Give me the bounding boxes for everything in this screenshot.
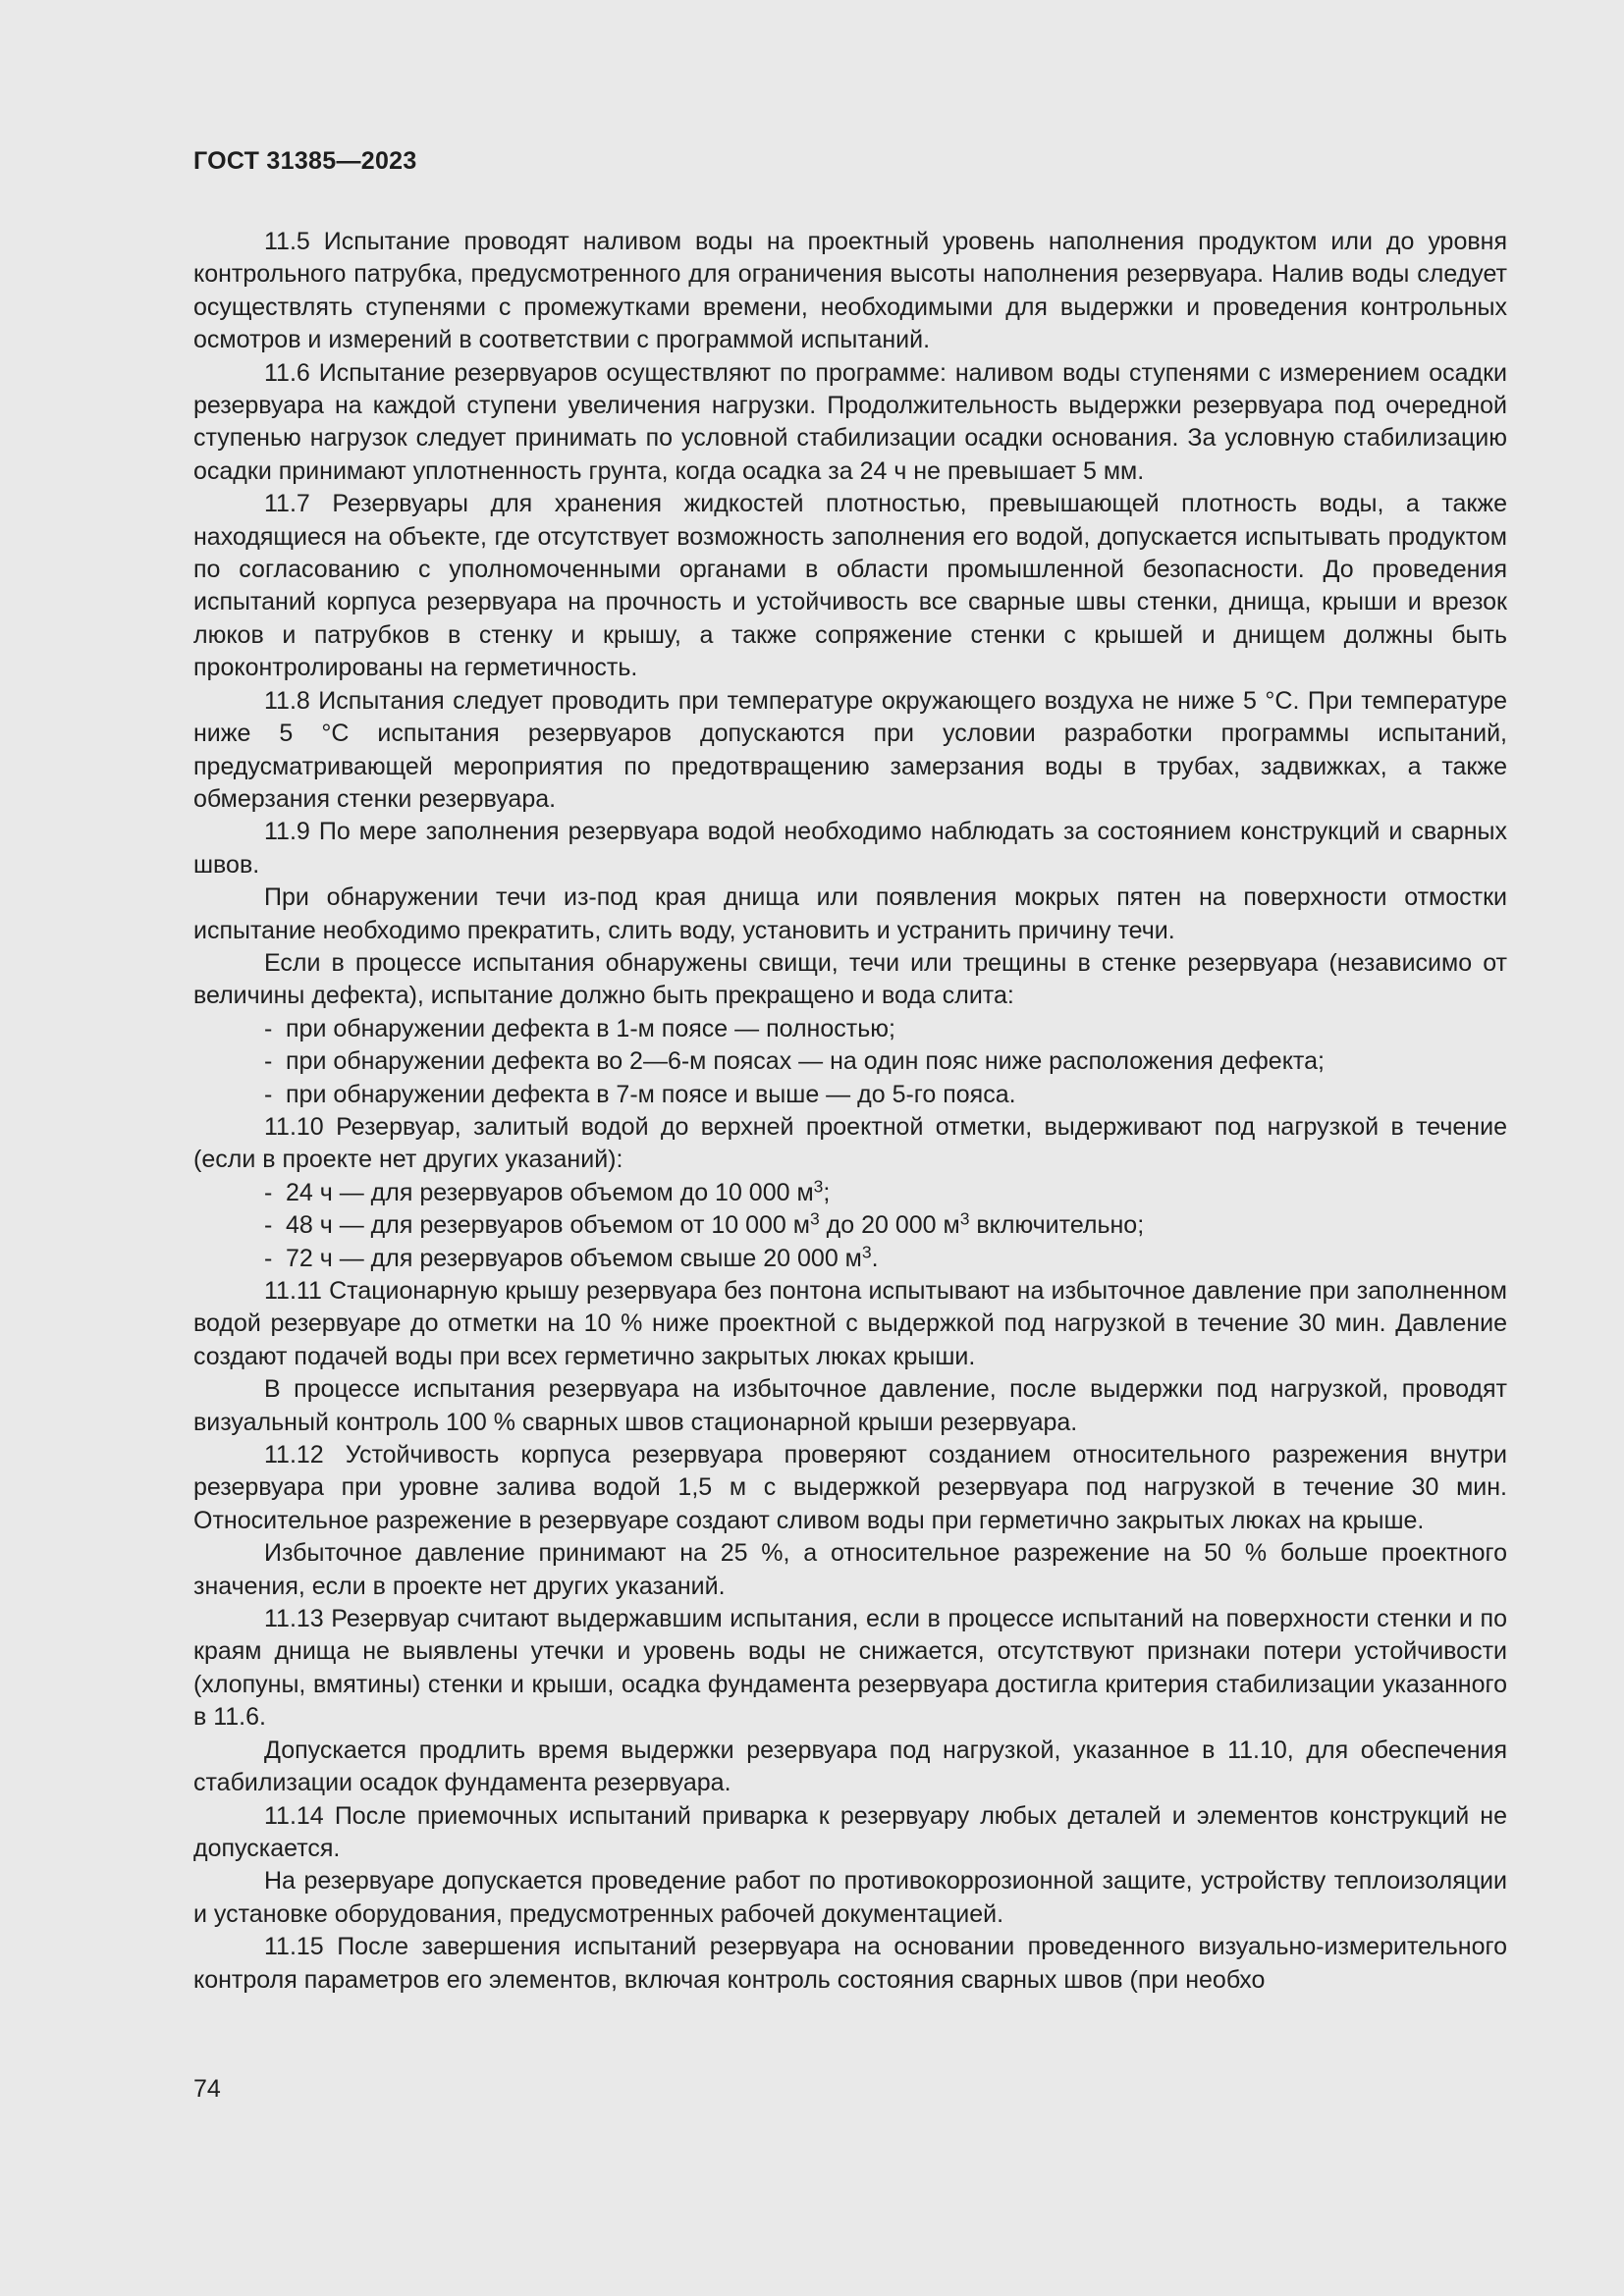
page-number: 74: [193, 2075, 221, 2103]
paragraph-11-7: 11.7 Резервуары для хранения жидкостей плотностью, превышающей плотность воды, а также находящиеся на объекте, где отсутствует возможность заполнения его водой, допускается испытывать продуктом по согласованию с уполномоченными органами в области промышленной безопасности. До проведения испытаний корпуса резервуара на прочность и устойчивость все сварные швы стенки, днища, крыши и врезок люков и патрубков в стенку и крышу, а также сопряжение стенки с крышей и днищем должны быть проконтролированы на герметичность.: [193, 490, 1507, 682]
hold-time-list: [193, 1177, 1507, 1275]
paragraph-11-15: 11.15 После завершения испытаний резервуара на основании проведенного визуально-измерительного контроля параметров его элементов, включая контроль состояния сварных швов (при необхо: [193, 1933, 1507, 1994]
list-marker: -: [264, 1178, 273, 1206]
paragraph-11-6: 11.6 Испытание резервуаров осуществляют по программе: наливом воды ступенями с измерением осадки резервуара на каждой ступени увеличения нагрузки. Продолжительность выдержки резервуара под очередной ступенью нагрузок следует принимать по условной стабилизации осадки основания. За условную стабилизацию осадки принимают уплотненность грунта, когда осадка за 24 ч не превышает 5 мм.: [193, 358, 1507, 485]
paragraph-11-13: 11.13 Резервуар считают выдержавшим испытания, если в процессе испытаний на поверхности стенки и по краям днища не выявлены утечки и уровень воды не снижается, отсутствуют признаки потери устойчивости (хлопуны, вмятины) стенки и крыши, осадка фундамента резервуара достигла критерия стабилизации указанного в 11.6.: [193, 1605, 1507, 1732]
document-body: [193, 226, 1507, 1997]
list-marker: -: [264, 1211, 273, 1240]
defects-list: [193, 1013, 1507, 1111]
list-item: - при обнаружении дефекта в 7-м поясе и выше — до 5-го пояса.: [193, 1079, 1507, 1111]
list-item: - 48 ч — для резервуаров объемом от 10 000 $м^3$ до 20 000 $м^3$ включительно;: [193, 1209, 1507, 1242]
paragraph-hold-extension: Допускается продлить время выдержки резервуара под нагрузкой, указанное в 11.10, для обеспечения стабилизации осадок фундамента резервуара.: [193, 1735, 1507, 1797]
list-marker: -: [264, 1014, 273, 1042]
list-item: - при обнаружении дефекта во 2—6-м поясах — на один пояс ниже расположения дефекта;: [193, 1045, 1507, 1078]
paragraph-11-14: 11.14 После приемочных испытаний приварка к резервуару любых деталей и элементов конструкций не допускается.: [193, 1801, 1507, 1862]
paragraph-11-9: 11.9 По мере заполнения резервуара водой необходимо наблюдать за состоянием конструкций и сварных швов.: [193, 818, 1507, 879]
paragraph-leak-detection: При обнаружении течи из-под края днища или появления мокрых пятен на поверхности отмостки испытание необходимо прекратить, слить воду, установить и устранить причину течи.: [193, 883, 1507, 944]
list-marker: -: [264, 1080, 273, 1108]
document-header: ГОСТ 31385—2023: [193, 147, 417, 175]
paragraph-11-5: 11.5 Испытание проводят наливом воды на проектный уровень наполнения продуктом или до уровня контрольного патрубка, предусмотренного для ограничения высоты наполнения резервуара. Налив воды следует осуществлять ступенями с промежутками времени, необходимыми для выдержки и проведения контрольных осмотров и измерений в соответствии с программой испытаний.: [193, 228, 1507, 354]
paragraph-pressure-values: Избыточное давление принимают на 25 %, а относительное разрежение на 50 % больше проектного значения, если в проекте нет других указаний.: [193, 1539, 1507, 1600]
paragraph-roof-inspection: В процессе испытания резервуара на избыточное давление, после выдержки под нагрузкой, проводят визуальный контроль 100 % сварных швов стационарной крыши резервуара.: [193, 1375, 1507, 1436]
paragraph-11-12: 11.12 Устойчивость корпуса резервуара проверяют созданием относительного разрежения внутри резервуара при уровне залива водой 1,5 м с выдержкой резервуара под нагрузкой в течение 30 мин. Относительное разрежение в резервуаре создают сливом воды при герметично закрытых люках на крыше.: [193, 1441, 1507, 1534]
paragraph-11-8: 11.8 Испытания следует проводить при температуре окружающего воздуха не ниже 5 °С. При температуре ниже 5 °С испытания резервуаров допускаются при условии разработки программы испытаний, предусматривающей мероприятия по предотвращению замерзания воды в трубах, задвижках, а также обмерзания стенки резервуара.: [193, 686, 1507, 813]
list-marker: -: [264, 1047, 273, 1076]
paragraph-corrosion-protection: На резервуаре допускается проведение работ по противокоррозионной защите, устройству теплоизоляции и установке оборудования, предусмотренных рабочей документацией.: [193, 1867, 1507, 1928]
list-marker: -: [264, 1244, 273, 1272]
list-item: - при обнаружении дефекта в 1-м поясе — полностью;: [193, 1013, 1507, 1045]
list-item: - 72 ч — для резервуаров объемом свыше 20 000 $м^3$.: [193, 1243, 1507, 1275]
paragraph-11-10: 11.10 Резервуар, залитый водой до верхней проектной отметки, выдерживают под нагрузкой в течение (если в проекте нет других указаний):: [193, 1112, 1507, 1174]
paragraph-defects-found: Если в процессе испытания обнаружены свищи, течи или трещины в стенке резервуара (независимо от величины дефекта), испытание должно быть прекращено и вода слита:: [193, 948, 1507, 1010]
paragraph-11-11: 11.11 Стационарную крышу резервуара без понтона испытывают на избыточное давление при заполненном водой резервуаре до отметки на 10 % ниже проектной с выдержкой под нагрузкой в течение 30 мин. Давление создают подачей воды при всех герметично закрытых люках крыши.: [193, 1277, 1507, 1370]
list-item: - 24 ч — для резервуаров объемом до 10 000 $м^3$;: [193, 1177, 1507, 1209]
